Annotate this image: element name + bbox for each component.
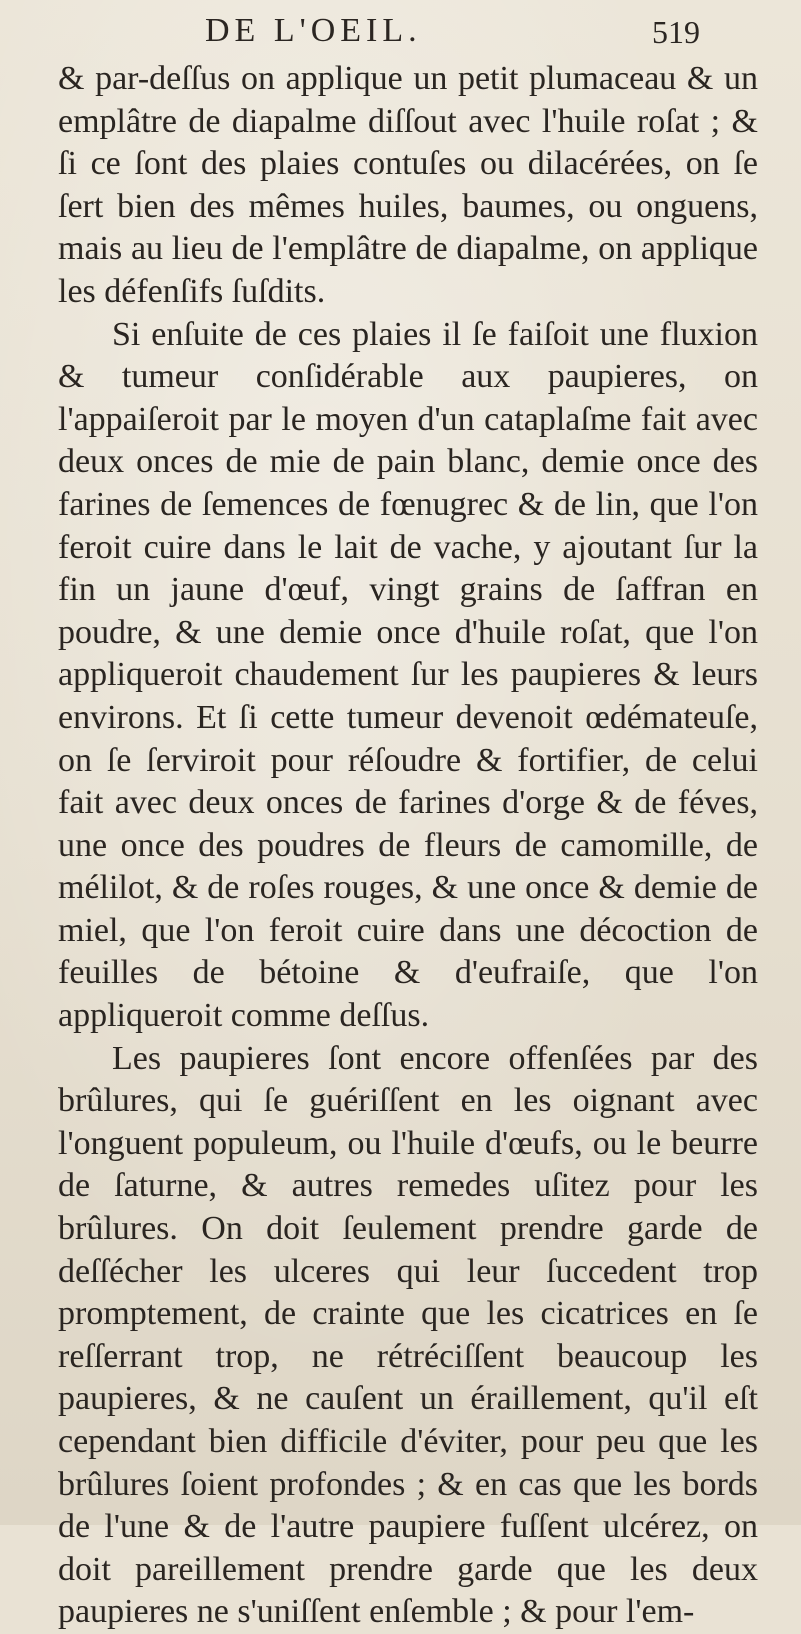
paragraph-fluxion-tumeur: Si enſuite de ces plaies il ſe faiſoit une fluxion & tumeur conſidérable aux paupieres, on l'appaiſeroit par le moyen d'un cataplaſme fait avec deux onces de mie de pain blanc, demie once des farines de ſemences de fœnugrec & de lin, que l'on feroit cuire dans le lait de vache, y ajoutant ſur la fin un jaune d'œuf, vingt grains de ſaffran en poudre, & une demie once d'huile roſat, que l'on appliqueroit chaudement ſur les paupieres & leurs environs. Et ſi cette tumeur devenoit œdémateuſe, on ſe ſerviroit pour réſoudre & fortifier, de celui fait avec deux onces de farines d'orge & de féves, une once des poudres de fleurs de camomille, de mélilot, & de roſes rouges, & une once & demie de miel, que l'on feroit cuire dans une décoction de feuilles de bétoine & d'eufraiſe, que l'on appliqueroit comme deſſus. [58, 315, 758, 1035]
running-title: DE L'OEIL. [205, 12, 422, 49]
paragraph-brulures: Les paupieres ſont encore offenſées par des brûlures, qui ſe guériſſent en les oignant avec l'onguent populeum, ou l'huile d'œufs, ou le beurre de ſaturne, & autres remedes uſitez pour les brûlures. On doit ſeulement prendre garde de deſſécher les ulceres qui leur ſuccedent trop promptement, de crainte que les cicatrices en ſe reſſerrant trop, ne rétréciſſent beaucoup les paupieres, & ne cauſent un éraillement, qu'il eſt cependant bien difficile d'éviter, pour peu que les brûlures ſoient profondes ; & en cas que les bords de l'une & de l'autre paupiere fuſſent ulcérez, on doit pareillement prendre garde que les deux paupieres ne s'uniſſent enſemble ; & pour l'em- [58, 1039, 758, 1631]
page-header [60, 10, 700, 54]
page-number: 519 [652, 14, 700, 50]
paragraph-continuation: & par-deſſus on applique un petit plumaceau & un emplâtre de diapalme diſſout avec l'huile roſat ; & ſi ce ſont des plaies contuſes ou dilacérées, on ſe ſert bien des mêmes huiles, baumes, ou onguens, mais au lieu de l'emplâtre de diapalme, on applique les défenſifs ſuſdits. [58, 60, 758, 310]
body-text [58, 58, 758, 1634]
